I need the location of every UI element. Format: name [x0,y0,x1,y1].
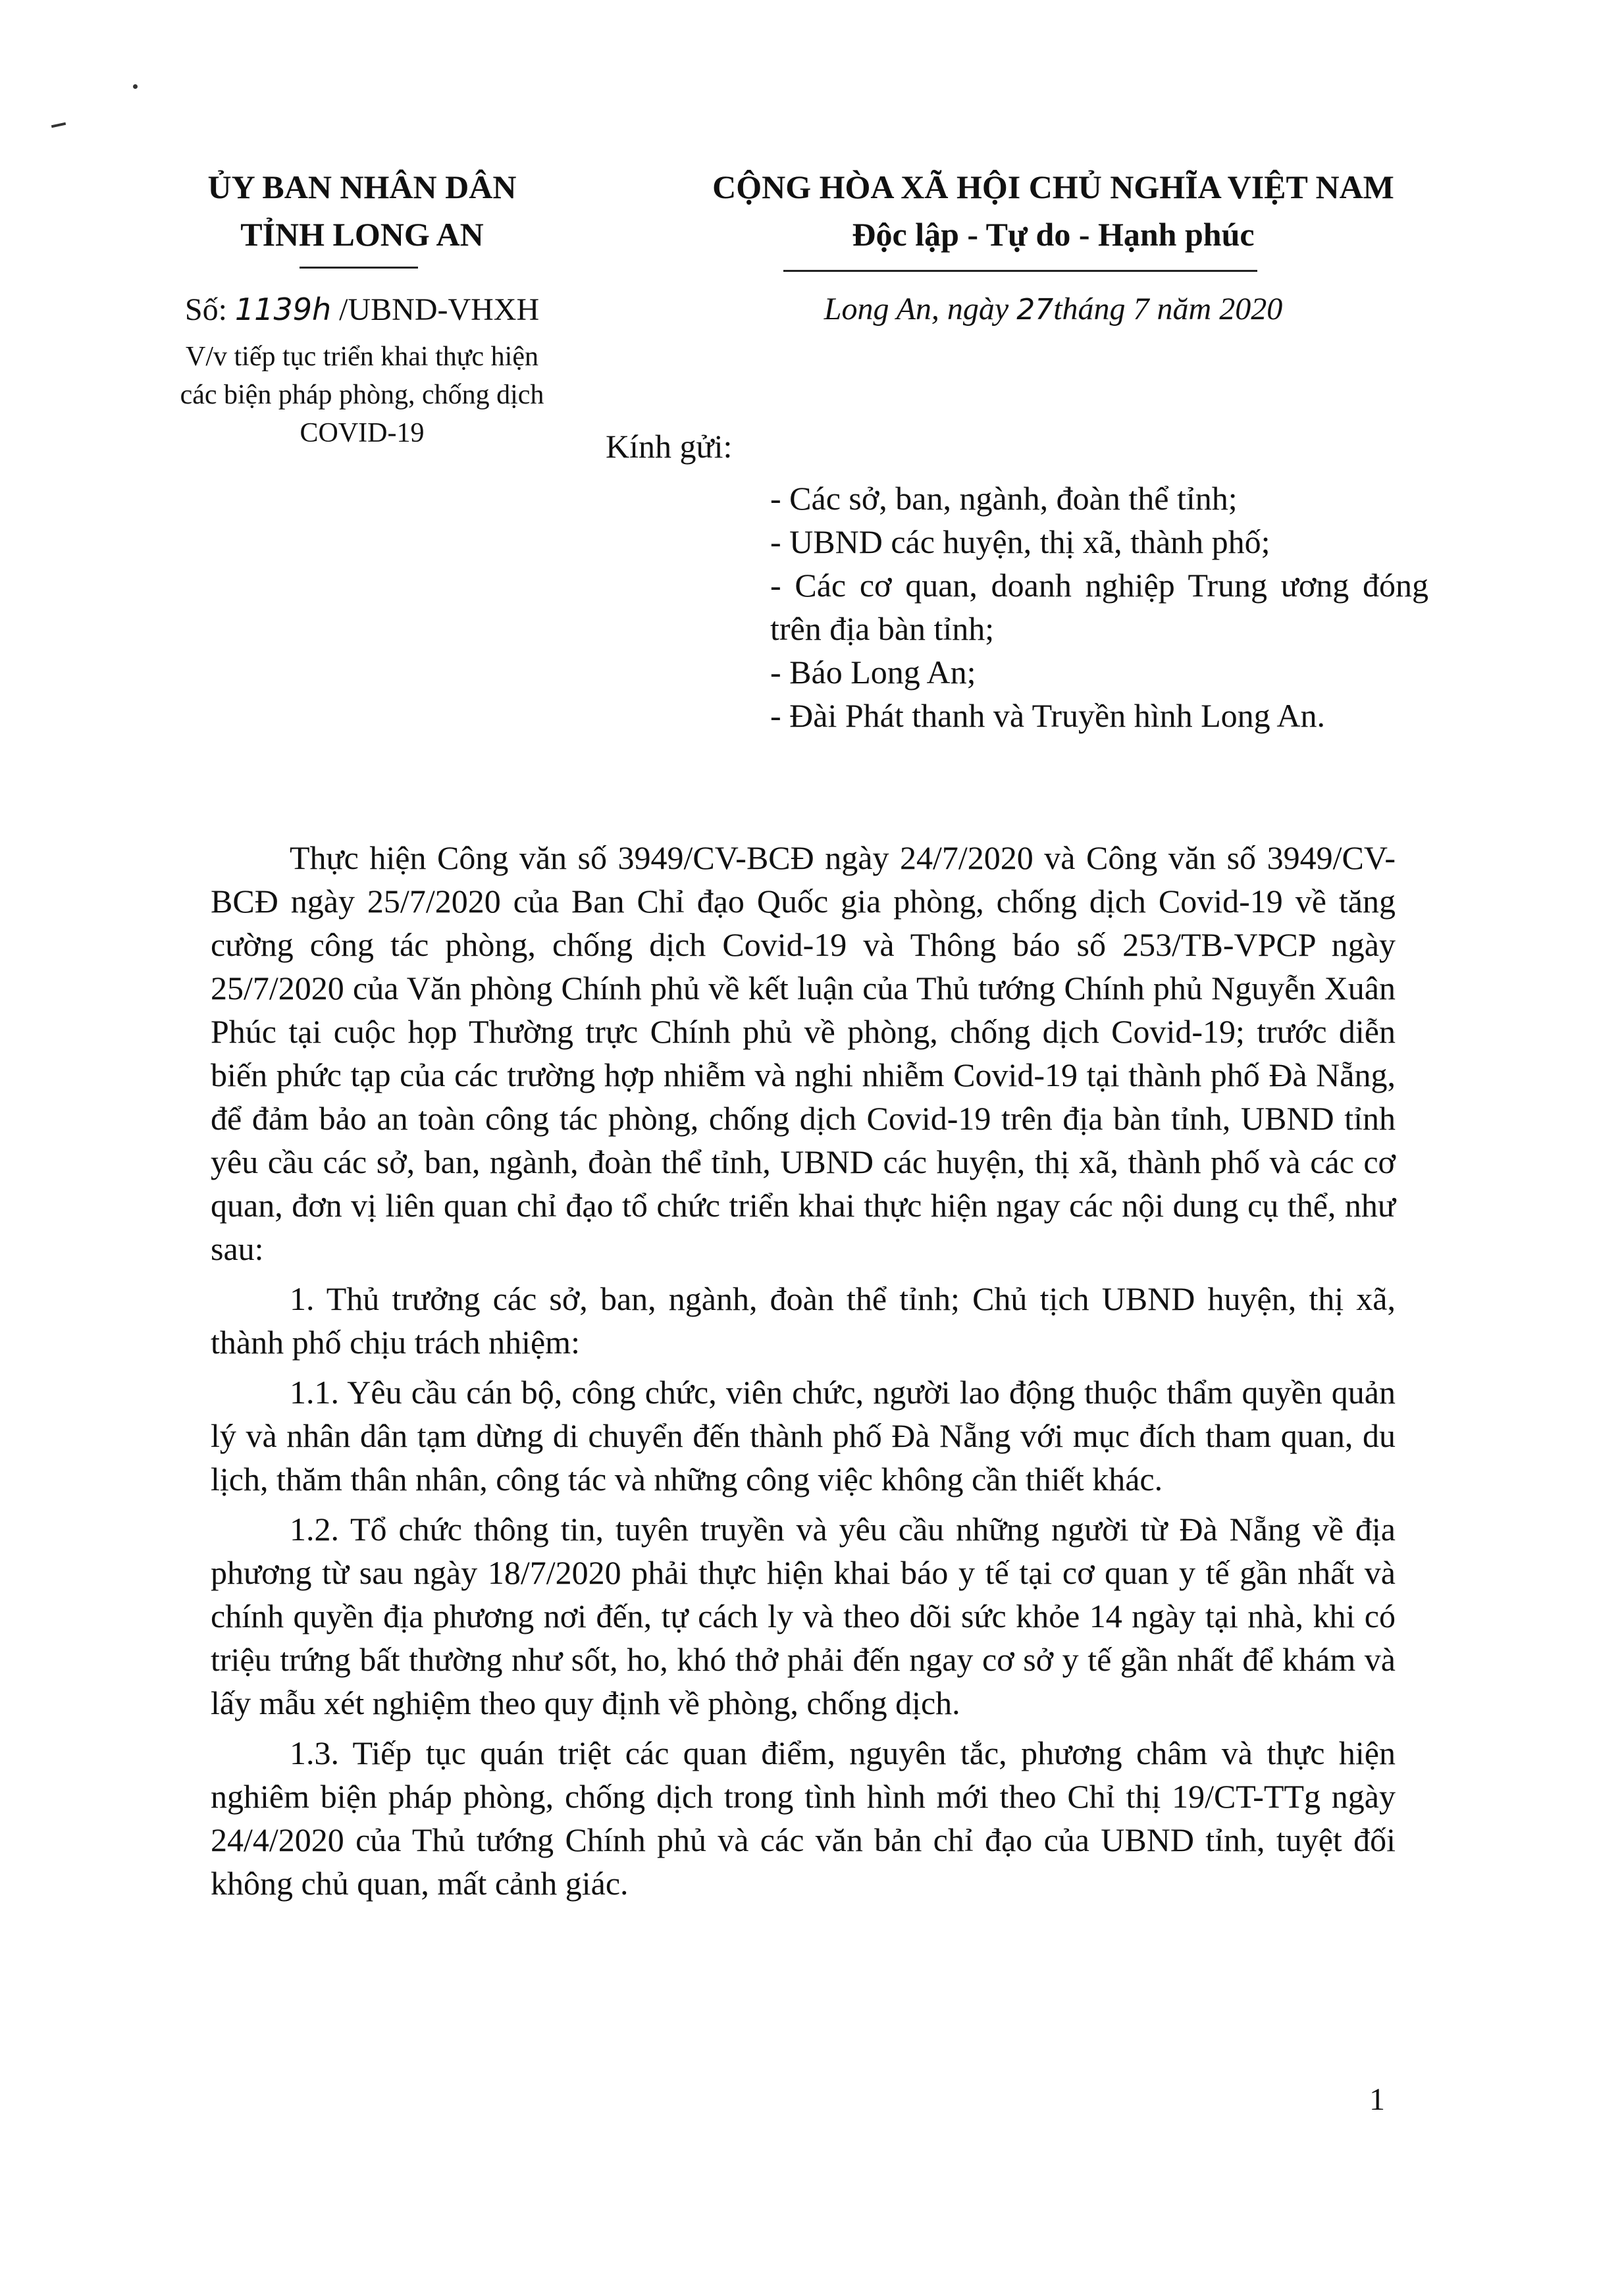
docno-handwritten: 1139h [234,292,332,327]
body-paragraph: 1. Thủ trưởng các sở, ban, ngành, đoàn thể tỉnh; Chủ tịch UBND huyện, thị xã, thành phố chịu trách nhiệm: [211,1280,1396,1361]
motto-divider [783,270,1257,272]
body-paragraph: 1.1. Yêu cầu cán bộ, công chức, viên chức, người lao động thuộc thẩm quyền quản lý và nhân dân tạm dừng di chuyển đến thành phố Đà Nẵng với mục đích tham quan, du lịch, thăm thân nhân, công tác và những công việc không cần thiết khác. [211,1374,1396,1498]
docno-prefix: Số: [184,292,227,327]
document-number [118,290,606,330]
recipient-item: - Các cơ quan, doanh nghiệp Trung ương đóng trên địa bàn tỉnh; [770,567,1428,647]
document-body [211,836,1396,1912]
dateline [632,290,1475,330]
subject-line-3: COVID-19 [300,418,425,448]
scan-mark [51,122,66,128]
agency-line-1: ỦY BAN NHÂN DÂN [207,169,517,205]
date-suffix: tháng 7 năm 2020 [1053,292,1283,326]
docno-suffix: /UBND-VHXH [339,292,540,327]
subject-line-1: V/v tiếp tục triển khai thực hiện [186,342,538,372]
recipient-item: - UBND các huyện, thị xã, thành phố; [770,523,1270,560]
recipient-item: - Đài Phát thanh và Truyền hình Long An. [770,697,1326,734]
nation-line-2: Độc lập - Tự do - Hạnh phúc [852,216,1255,253]
page-number: 1 [1369,2082,1385,2117]
national-motto [632,163,1475,258]
document-subject [118,338,606,452]
agency-line-2: TỈNH LONG AN [240,216,484,253]
recipient-item: - Báo Long An; [770,654,976,691]
agency-divider [300,267,418,269]
scan-mark [133,84,138,89]
body-paragraph: 1.3. Tiếp tục quán triệt các quan điểm, nguyên tắc, phương châm và thực hiện nghiêm biện pháp phòng, chống dịch trong tình hình mới theo Chỉ thị 19/CT-TTg ngày 24/4/2020 của Thủ tướng Chính phủ và các văn bản chỉ đạo của UBND tỉnh, tuyệt đối không chủ quan, mất cảnh giác. [211,1735,1396,1902]
issuing-agency [118,163,606,258]
nation-line-1: CỘNG HÒA XÃ HỘI CHỦ NGHĨA VIỆT NAM [712,169,1394,205]
body-paragraph: 1.2. Tổ chức thông tin, tuyên truyền và yêu cầu những người từ Đà Nẵng về địa phương từ sau ngày 18/7/2020 phải thực hiện khai báo y tế tại cơ quan y tế gần nhất và chính quyền địa phương nơi đến, tự cách ly và theo dõi sức khỏe 14 ngày tại nhà, khi có triệu trứng bất thường như sốt, ho, khó thở phải đến ngay cơ sở y tế gần nhất để khám và lấy mẫu xét nghiệm theo quy định về phòng, chống dịch. [211,1511,1396,1721]
recipients-label: Kính gửi: [606,428,733,465]
recipient-item: - Các sở, ban, ngành, đoàn thể tỉnh; [770,480,1238,517]
recipients-list [770,477,1428,737]
subject-line-2: các biện pháp phòng, chống dịch [180,380,544,410]
date-prefix: Long An, ngày [824,292,1009,326]
date-day-handwritten: 27 [1016,293,1054,326]
body-paragraph: Thực hiện Công văn số 3949/CV-BCĐ ngày 24/7/2020 và Công văn số 3949/CV-BCĐ ngày 25/7/2020 của Ban Chỉ đạo Quốc gia phòng, chống dịch Covid-19 về tăng cường công tác phòng, chống dịch Covid-19 và Thông báo số 253/TB-VPCP ngày 25/7/2020 của Văn phòng Chính phủ về kết luận của Thủ tướng Chính phủ Nguyễn Xuân Phúc tại cuộc họp Thường trực Chính phủ về phòng, chống dịch Covid-19; trước diễn biến phức tạp của các trường hợp nhiễm và nghi nhiễm Covid-19 tại thành phố Đà Nẵng, để đảm bảo an toàn công tác phòng, chống dịch Covid-19 trên địa bàn tỉnh, UBND tỉnh yêu cầu các sở, ban, ngành, đoàn thể tỉnh, UBND các huyện, thị xã, thành phố và các cơ quan, đơn vị liên quan chỉ đạo tổ chức triển khai thực hiện ngay các nội dung cụ thể, như sau: [211,839,1396,1267]
